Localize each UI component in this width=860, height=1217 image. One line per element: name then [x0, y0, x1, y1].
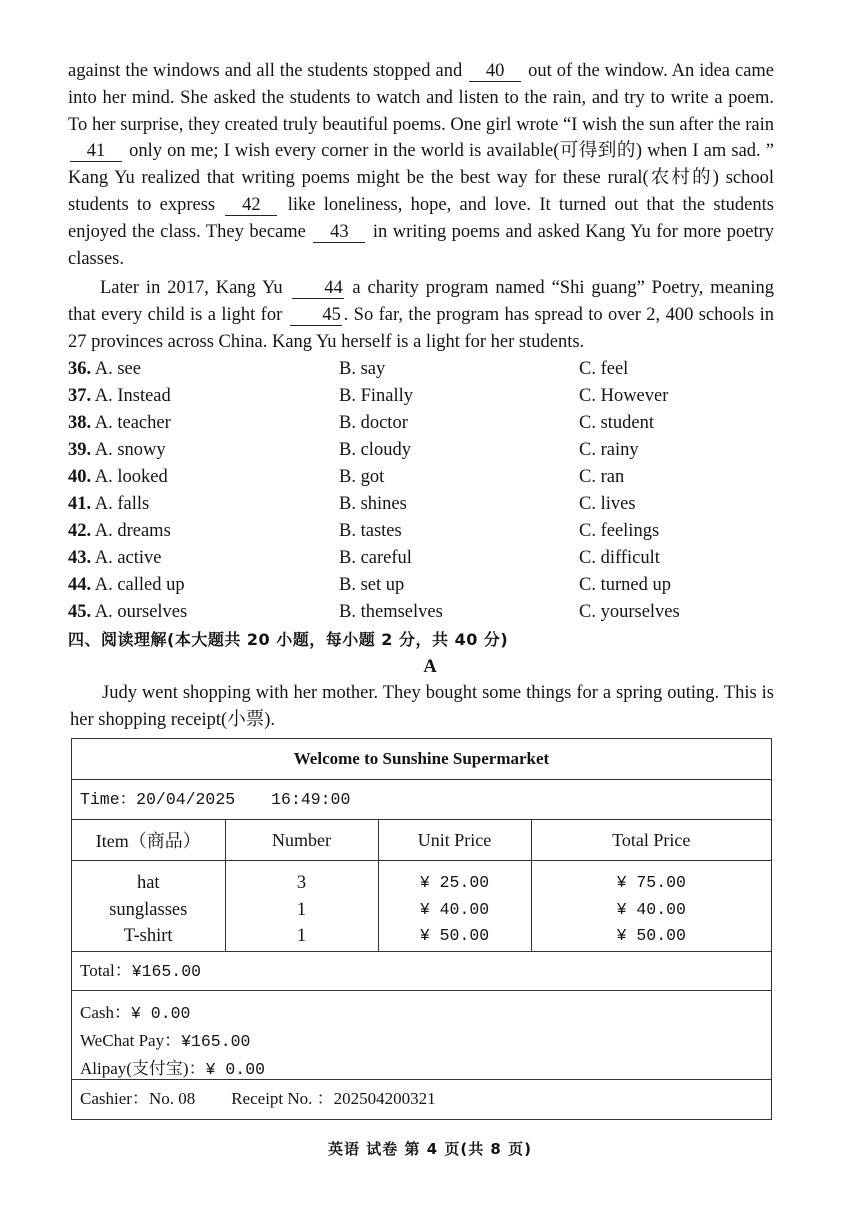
option-b: B. themselves — [339, 602, 443, 622]
cloze-paragraph-2 — [68, 275, 774, 355]
cash-label: Cash： — [80, 1002, 131, 1022]
cash-value: ¥ 0.00 — [131, 1003, 191, 1023]
item-name: hat — [136, 873, 160, 893]
option-b: B. cloudy — [339, 440, 411, 460]
option-c: C. student — [579, 413, 655, 433]
item-column — [72, 861, 225, 951]
unit-price: ¥ 40.00 — [419, 899, 490, 919]
payment-section — [72, 991, 771, 1080]
item-number: 1 — [296, 926, 307, 946]
question-number: 40. — [68, 467, 92, 487]
question-row — [68, 491, 774, 518]
option-a: A. called up — [94, 575, 185, 595]
column-header-unit-price: Unit Price — [378, 820, 531, 861]
total-price: ¥ 40.00 — [616, 899, 686, 919]
table-header-row — [72, 820, 771, 861]
alipay-line — [80, 1055, 771, 1083]
passage-label: A — [423, 657, 437, 677]
column-header-number: Number — [225, 820, 378, 861]
receipt-time: 16:49:00 — [271, 790, 351, 809]
question-row — [68, 518, 774, 545]
option-b: B. set up — [339, 575, 405, 595]
question-row — [68, 464, 774, 491]
total-label: Total： — [80, 960, 132, 980]
option-a: A. snowy — [94, 440, 166, 460]
question-row — [68, 437, 774, 464]
option-c: C. rainy — [579, 440, 639, 460]
cashier-label: Cashier： — [80, 1088, 149, 1108]
receipt-no-value: 202504200321 — [333, 1088, 436, 1108]
blank-40: 40 — [469, 62, 521, 82]
item-name: T-shirt — [123, 926, 173, 946]
items-table-wrap — [72, 820, 771, 952]
option-c: C. feel — [579, 359, 629, 379]
option-b: B. say — [339, 359, 386, 379]
cloze-text: Later in 2017, Kang Yu — [100, 278, 283, 298]
option-a: A. teacher — [94, 413, 171, 433]
option-a: A. see — [94, 359, 141, 379]
option-c: C. feelings — [579, 521, 660, 541]
question-number: 36. — [68, 359, 92, 379]
receipt-title: Welcome to Sunshine Supermarket — [72, 739, 771, 780]
cloze-text: a charity program named “Shi guang” Poetry, meaning that every child is a light for — [68, 278, 775, 325]
question-row — [68, 356, 774, 383]
number-column — [225, 861, 378, 951]
question-number: 38. — [68, 413, 92, 433]
time-label: Time： — [80, 790, 137, 809]
receipt-no-label: Receipt No. ： — [231, 1088, 334, 1108]
question-row — [68, 599, 774, 626]
option-a: A. looked — [94, 467, 168, 487]
total-value: ¥165.00 — [131, 961, 202, 981]
option-b: B. careful — [339, 548, 412, 568]
option-a: A. active — [94, 548, 162, 568]
wechat-pay-value: ¥165.00 — [181, 1031, 251, 1051]
question-number: 39. — [68, 440, 92, 460]
option-c: C. ran — [579, 467, 625, 487]
option-b: B. shines — [339, 494, 407, 514]
question-row — [68, 410, 774, 437]
question-number: 37. — [68, 386, 92, 406]
column-header-total-price: Total Price — [531, 820, 771, 861]
question-number: 41. — [68, 494, 92, 514]
question-number: 43. — [68, 548, 92, 568]
alipay-label: Alipay(支付宝)： — [80, 1058, 206, 1078]
cloze-text: only on me; I wish every corner in the world is available(可得到的) when I am sad. ” Kang Yu realized that writing poems might be the best way for these rural(农村的) school students to express — [68, 141, 774, 215]
wechat-pay-line — [80, 1027, 771, 1055]
cloze-text: . So far, the program has spread to over 2, 400 schools in 27 provinces across China. Kang Yu herself is a light for her students. — [68, 304, 775, 352]
items-table — [72, 820, 771, 951]
cloze-paragraph-1 — [68, 58, 774, 272]
receipt-total-row — [72, 952, 771, 991]
unit-price-column — [378, 861, 531, 951]
receipt-footer-row — [72, 1080, 771, 1118]
question-row — [68, 545, 774, 572]
answer-options — [68, 356, 774, 626]
total-price: ¥ 50.00 — [616, 926, 686, 945]
cashier-value: No. 08 — [148, 1088, 196, 1108]
receipt-time-row — [72, 780, 771, 820]
item-name: sunglasses — [109, 899, 188, 920]
item-number: 3 — [296, 873, 307, 893]
option-b: B. got — [339, 467, 385, 487]
cloze-text: like loneliness, hope, and love. It turned out that the students enjoyed the class. They became — [68, 194, 774, 242]
option-c: C. However — [579, 386, 669, 406]
option-a: A. Instead — [94, 386, 171, 406]
wechat-pay-label: WeChat Pay： — [80, 1030, 182, 1050]
receipt-date: 20/04/2025 — [136, 790, 236, 809]
question-number: 42. — [68, 521, 92, 541]
option-c: C. lives — [579, 494, 636, 514]
blank-41: 41 — [70, 142, 122, 162]
option-c: C. yourselves — [579, 602, 680, 622]
option-a: A. falls — [94, 494, 150, 514]
cloze-text: against the windows and all the students stopped and — [68, 61, 463, 81]
cash-line — [80, 999, 771, 1027]
table-body-row — [72, 861, 771, 951]
column-header-item: Item（商品） — [72, 820, 225, 861]
blank-44: 44 — [292, 279, 344, 299]
blank-45: 45 — [290, 306, 342, 326]
question-row — [68, 383, 774, 410]
question-row — [68, 572, 774, 599]
question-number: 44. — [68, 575, 92, 595]
option-a: A. ourselves — [94, 602, 188, 622]
cloze-text: in writing poems and asked Kang Yu for more poetry classes. — [68, 221, 775, 269]
unit-price: ¥ 25.00 — [419, 873, 490, 892]
option-a: A. dreams — [94, 521, 171, 541]
option-b: B. tastes — [339, 521, 402, 541]
blank-43: 43 — [313, 223, 365, 243]
total-price: ¥ 75.00 — [616, 873, 686, 892]
passage-intro: Judy went shopping with her mother. They bought some things for a spring outing. This is her shopping receipt(小票). — [70, 683, 774, 730]
alipay-value: ¥ 0.00 — [205, 1059, 266, 1079]
section-title: 四、阅读理解(本大题共 20 小题，每小题 2 分，共 40 分) — [68, 630, 509, 649]
option-b: B. doctor — [339, 413, 408, 433]
item-number: 1 — [296, 899, 307, 920]
question-number: 45. — [68, 602, 92, 622]
blank-42: 42 — [225, 196, 277, 216]
page-footer: 英语 试卷 第 4 页(共 8 页) — [328, 1140, 532, 1158]
option-c: C. difficult — [579, 548, 660, 568]
unit-price: ¥ 50.00 — [419, 926, 490, 945]
shopping-receipt — [71, 738, 772, 1120]
total-price-column — [531, 861, 771, 951]
option-c: C. turned up — [579, 575, 671, 595]
cloze-text: out of the window. An idea came into her mind. She asked the students to watch and listen to the rain, and try to write a poem. To her surprise, they created truly beautiful poems. One girl wrote “I wish the sun after the rain — [68, 61, 775, 135]
option-b: B. Finally — [339, 386, 414, 406]
